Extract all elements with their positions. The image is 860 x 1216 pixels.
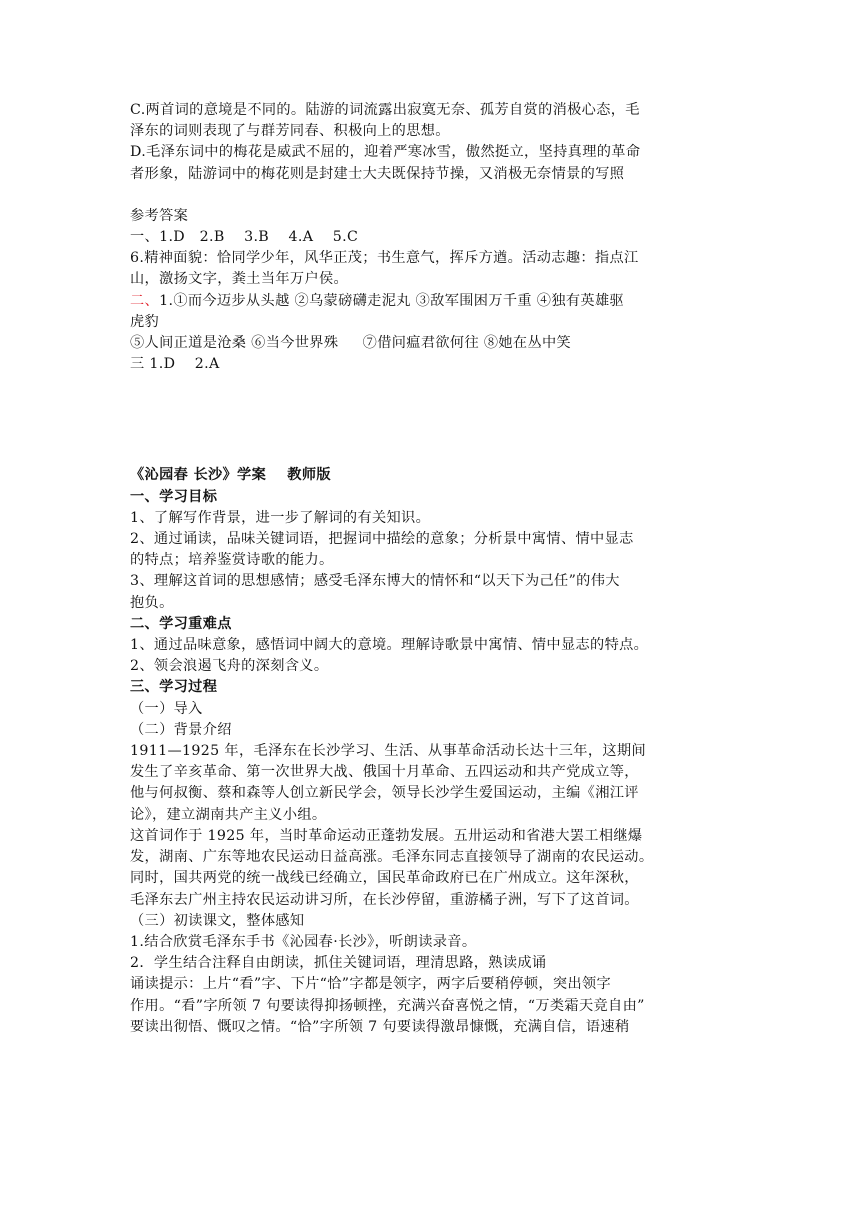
section-3-line: 1.结合欣赏毛泽东手书《沁园春·长沙》，听朗读录音。 bbox=[130, 933, 477, 950]
section-3-line: 论》，建立湖南共产主义小组。 bbox=[130, 806, 327, 823]
section-3-line: 诵读提示：上片“看”字、下片“恰”字都是领字，两字后要稍停顿，突出领字 bbox=[130, 976, 612, 993]
answer-section-2-label: 二、 bbox=[130, 292, 160, 309]
section-3-line: 同时，国共两党的统一战线已经确立，国民革命政府已在广州成立。这年深秋， bbox=[130, 870, 639, 887]
answer-section-1: 一、1.D 2.B 3.B 4.A 5.C bbox=[130, 229, 359, 246]
section-3-line: 2．学生结合注释自由朗读，抓住关键词语，理清思路，熟读成诵 bbox=[130, 955, 547, 972]
section-3-line: 他与何叔衡、蔡和森等人创立新民学会，领导长沙学生爱国运动，主编《湘江评 bbox=[130, 785, 639, 802]
answer-key-heading: 参考答案 bbox=[130, 207, 189, 224]
answer-section-2-line-3: ⑤人间正道是沧桑 ⑥当今世界殊 ⑦借问瘟君欲何往 ⑧她在丛中笑 bbox=[130, 335, 572, 352]
answer-key bbox=[130, 206, 742, 376]
section-3-line: 1911—1925 年，毛泽东在长沙学习、生活、从事革命活动长达十三年，这期间 bbox=[130, 743, 646, 760]
section-1-line: 2、通过诵读，品味关键词语，把握词中描绘的意象；分析景中寓情、情中显志 bbox=[130, 531, 634, 548]
section-2-line: 2、领会浪遏飞舟的深刻含义。 bbox=[130, 658, 329, 675]
section-1-line: 3、理解这首词的思想感情；感受毛泽东博大的情怀和“以天下为己任”的伟大 bbox=[130, 573, 620, 590]
section-3-line: （一）导入 bbox=[130, 700, 203, 717]
section-3-line: 这首词作于 1925 年，当时革命运动正蓬勃发展。五卅运动和省港大罢工相继爆 bbox=[130, 827, 643, 844]
answer-section-3: 三 1.D 2.A bbox=[130, 356, 220, 373]
document-page bbox=[130, 100, 742, 1038]
section-2-line: 1、通过品味意象，感悟词中阔大的意境。理解诗歌景中寓情、情中显志的特点。 bbox=[130, 637, 649, 654]
answer-section-2-text: 1.①而今迈步从头越 ②乌蒙磅礴走泥丸 ③敌军围困万千重 ④独有英雄驱 bbox=[159, 292, 625, 309]
section-3-heading: 三、学习过程 bbox=[130, 679, 218, 696]
answer-item-6-line-1: 6.精神面貌：恰同学少年，风华正茂；书生意气，挥斥方遒。活动志趣：指点江 bbox=[130, 250, 639, 267]
section-1-line: 的特点；培养鉴赏诗歌的能力。 bbox=[130, 552, 334, 569]
previous-question-options bbox=[130, 100, 742, 185]
teacher-edition bbox=[130, 465, 742, 1037]
answer-item-6-line-2: 山，激扬文字，粪土当年万户侯。 bbox=[130, 271, 349, 288]
answer-section-2-line-1 bbox=[130, 291, 742, 312]
section-1-heading: 一、学习目标 bbox=[130, 488, 218, 505]
section-3-line: 发生了辛亥革命、第一次世界大战、俄国十月革命、五四运动和共产党成立等， bbox=[130, 764, 639, 781]
option-d-line-2: 者形象，陆游词中的梅花则是封建士大夫既保持节操，又消极无奈情景的写照 bbox=[130, 165, 625, 182]
section-3-line: （二）背景介绍 bbox=[130, 721, 232, 738]
section-2-heading: 二、学习重难点 bbox=[130, 615, 232, 632]
section-1-line: 抱负。 bbox=[130, 594, 174, 611]
section-3-line: 作用。“看”字所领 7 句要读得抑扬顿挫，充满兴奋喜悦之情，“万类霜天竞自由” bbox=[130, 997, 645, 1014]
option-c-line-2: 泽东的词则表现了与群芳同春、积极向上的思想。 bbox=[130, 123, 450, 140]
section-3-line: （三）初读课文，整体感知 bbox=[130, 912, 305, 929]
section-3-line: 要读出彻悟、慨叹之情。“恰”字所领 7 句要读得激昂慷慨，充满自信，语速稍 bbox=[130, 1018, 630, 1035]
section-3-line: 毛泽东去广州主持农民运动讲习所，在长沙停留，重游橘子洲，写下了这首词。 bbox=[130, 891, 639, 908]
section-3-line: 发，湖南、广东等地农民运动日益高涨。毛泽东同志直接领导了湖南的农民运动。 bbox=[130, 849, 654, 866]
document-title: 《沁园春 长沙》学案 教师版 bbox=[130, 467, 331, 484]
answer-section-2-line-2: 虎豹 bbox=[130, 313, 160, 330]
option-c-line-1: C.两首词的意境是不同的。陆游的词流露出寂寞无奈、孤芳自赏的消极心态，毛 bbox=[130, 102, 640, 118]
option-d-line-1: D.毛泽东词中的梅花是威武不屈的，迎着严寒冰雪，傲然挺立，坚持真理的革命 bbox=[130, 144, 641, 161]
section-1-line: 1、了解写作背景，进一步了解词的有关知识。 bbox=[130, 509, 431, 526]
